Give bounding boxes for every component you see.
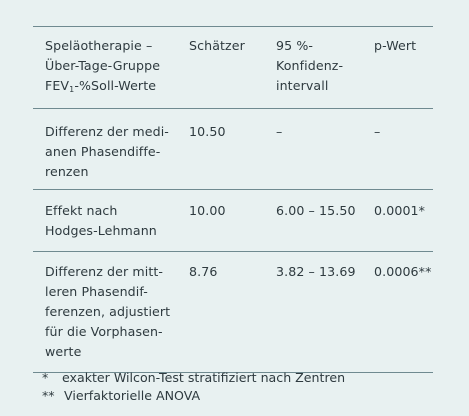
row-ci: 3.82 – 13.69: [276, 264, 356, 279]
header-estimator: Schätzer: [189, 38, 245, 53]
results-table: [33, 26, 433, 373]
table-row: [33, 109, 433, 189]
header-p-value: p-Wert: [374, 38, 417, 53]
header-confidence-interval: 95 %- Konfidenz- intervall: [276, 38, 344, 93]
footnotes: [42, 369, 345, 405]
table-row: [33, 190, 433, 251]
footnote: [42, 387, 345, 405]
footnote-text: exakter Wilcon-Test stratifiziert nach Zentren: [62, 370, 346, 385]
row-estimate: 8.76: [189, 264, 218, 279]
footnote-mark: **: [42, 388, 55, 403]
row-ci: 6.00 – 15.50: [276, 203, 356, 218]
table-row: [33, 252, 433, 372]
footnote-text: Vierfaktorielle ANOVA: [64, 388, 201, 403]
footnote-mark: *: [42, 370, 49, 385]
row-p-value: 0.0006**: [374, 264, 432, 279]
table-header-row: [33, 27, 433, 108]
row-p-value: 0.0001*: [374, 203, 426, 218]
header-group-label: [33, 27, 181, 108]
row-label: Differenz der mitt- leren Phasendif- ferenzen, adjustiert für die Vorphasen- werte: [45, 264, 171, 359]
row-label: Differenz der medi- anen Phasendiffe- renzen: [45, 124, 169, 179]
header-line-1: Speläotherapie –: [45, 38, 153, 53]
header-line-3: $FEV_1-\%Soll$-Werte: [45, 78, 157, 94]
header-line-2: Über-Tage-Gruppe: [45, 58, 161, 73]
row-estimate: 10.00: [189, 203, 226, 218]
row-label: Effekt nach Hodges-Lehmann: [45, 203, 157, 238]
row-estimate: 10.50: [189, 124, 226, 139]
footnote: [42, 369, 345, 387]
row-p-value: –: [374, 124, 381, 139]
row-ci: –: [276, 124, 283, 139]
